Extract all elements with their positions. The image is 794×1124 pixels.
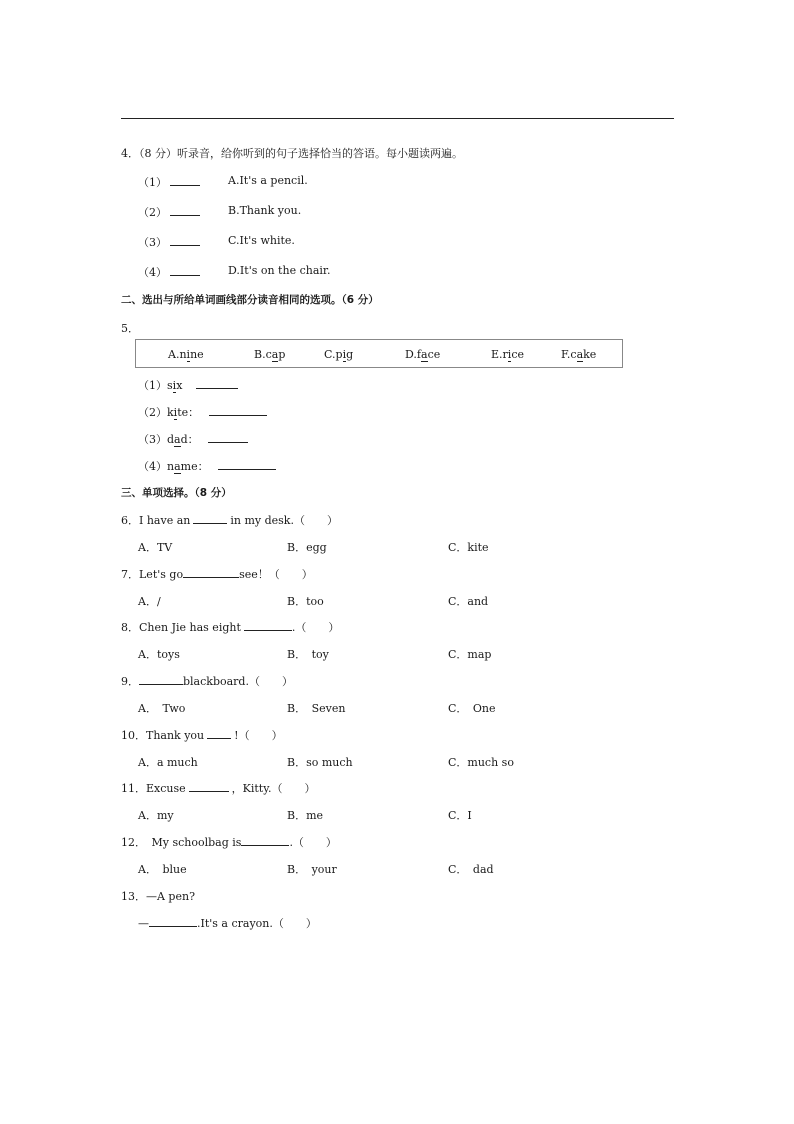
- q11-option-b[interactable]: B．me: [287, 809, 324, 822]
- q4-item-4: （4）: [138, 264, 203, 280]
- q4-item-3: （3）: [138, 234, 203, 250]
- q12-option-a[interactable]: A． blue: [138, 863, 187, 876]
- answer-blank[interactable]: [189, 781, 229, 792]
- q5-option-e: E.rice: [491, 348, 524, 361]
- answer-blank[interactable]: [170, 175, 200, 186]
- q4-answer-b: B.Thank you.: [228, 204, 302, 217]
- q11-option-a[interactable]: A．my: [138, 809, 174, 822]
- q8-stem: 8．Chen Jie has eight .（ ）: [121, 621, 340, 634]
- q11-option-c[interactable]: C．I: [448, 809, 472, 822]
- answer-blank[interactable]: [149, 916, 197, 927]
- q4-answer-a: A.It's a pencil.: [228, 174, 308, 187]
- answer-blank[interactable]: [183, 567, 239, 578]
- q7-option-c[interactable]: C．and: [448, 595, 489, 608]
- q12-option-c[interactable]: C． dad: [448, 863, 494, 876]
- q5-number: 5．: [121, 322, 139, 335]
- q8-option-a[interactable]: A．toys: [138, 648, 180, 661]
- q5-item-1: （1）six: [138, 377, 241, 393]
- q9-option-c[interactable]: C． One: [448, 702, 496, 715]
- q8-option-c[interactable]: C．map: [448, 648, 492, 661]
- answer-blank[interactable]: [209, 405, 267, 416]
- q5-option-f: F.cake: [561, 348, 597, 361]
- answer-blank[interactable]: [244, 620, 292, 631]
- q5-option-box: [135, 339, 623, 368]
- q9-stem: 9． blackboard.（ ）: [121, 675, 293, 688]
- q10-option-c[interactable]: C．much so: [448, 756, 514, 769]
- q10-option-b[interactable]: B．so much: [287, 756, 353, 769]
- q12-option-b[interactable]: B． your: [287, 863, 337, 876]
- q13-response: — .It's a crayon.（ ）: [138, 917, 317, 930]
- q11-stem: 11．Excuse ，Kitty.（ ）: [121, 782, 316, 795]
- q7-option-b[interactable]: B．too: [287, 595, 324, 608]
- answer-blank[interactable]: [170, 235, 200, 246]
- q9-option-a[interactable]: A． Two: [138, 702, 186, 715]
- q5-item-4: （4）name：: [138, 458, 279, 474]
- q4-answer-d: D.It's on the chair.: [228, 264, 331, 277]
- answer-blank[interactable]: [241, 835, 289, 846]
- answer-blank[interactable]: [218, 459, 276, 470]
- answer-blank[interactable]: [196, 378, 238, 389]
- q4-answer-c: C.It's white.: [228, 234, 295, 247]
- q9-option-b[interactable]: B． Seven: [287, 702, 346, 715]
- q10-stem: 10．Thank you !（ ）: [121, 729, 283, 742]
- answer-blank[interactable]: [170, 205, 200, 216]
- q6-stem: 6．I have an in my desk.（ ）: [121, 514, 338, 527]
- q8-option-b[interactable]: B． toy: [287, 648, 329, 661]
- q5-option-c: C.pig: [324, 348, 354, 361]
- q5-option-b: B.cap: [254, 348, 286, 361]
- q5-item-2: （2）kite：: [138, 404, 270, 420]
- q5-option-a: A.nine: [168, 348, 204, 361]
- section3-title: 三、单项选择。（8 分）: [121, 487, 232, 499]
- section2-title: 二、选出与所给单词画线部分读音相同的选项。（6 分）: [121, 294, 379, 306]
- answer-blank[interactable]: [208, 432, 248, 443]
- q5-option-d: D.face: [405, 348, 441, 361]
- answer-blank[interactable]: [207, 728, 231, 739]
- q6-option-b[interactable]: B．egg: [287, 541, 327, 554]
- q4-item-1: （1）: [138, 174, 203, 190]
- header-rule: [121, 118, 674, 119]
- q13-stem: 13．—A pen?: [121, 890, 195, 903]
- q12-stem: 12． My schoolbag is .（ ）: [121, 836, 337, 849]
- answer-blank[interactable]: [193, 513, 227, 524]
- q4-title: 4．（8 分）听录音，给你听到的句子选择恰当的答语。每小题读两遍。: [121, 147, 463, 160]
- answer-blank[interactable]: [170, 265, 200, 276]
- answer-blank[interactable]: [139, 674, 183, 685]
- q6-option-a[interactable]: A．TV: [138, 541, 173, 554]
- q4-item-2: （2）: [138, 204, 203, 220]
- q7-stem: 7．Let's go see！（ ）: [121, 568, 313, 581]
- q6-option-c[interactable]: C．kite: [448, 541, 489, 554]
- q7-option-a[interactable]: A．/: [138, 595, 161, 608]
- q5-item-3: （3）dad：: [138, 431, 251, 447]
- q10-option-a[interactable]: A．a much: [138, 756, 198, 769]
